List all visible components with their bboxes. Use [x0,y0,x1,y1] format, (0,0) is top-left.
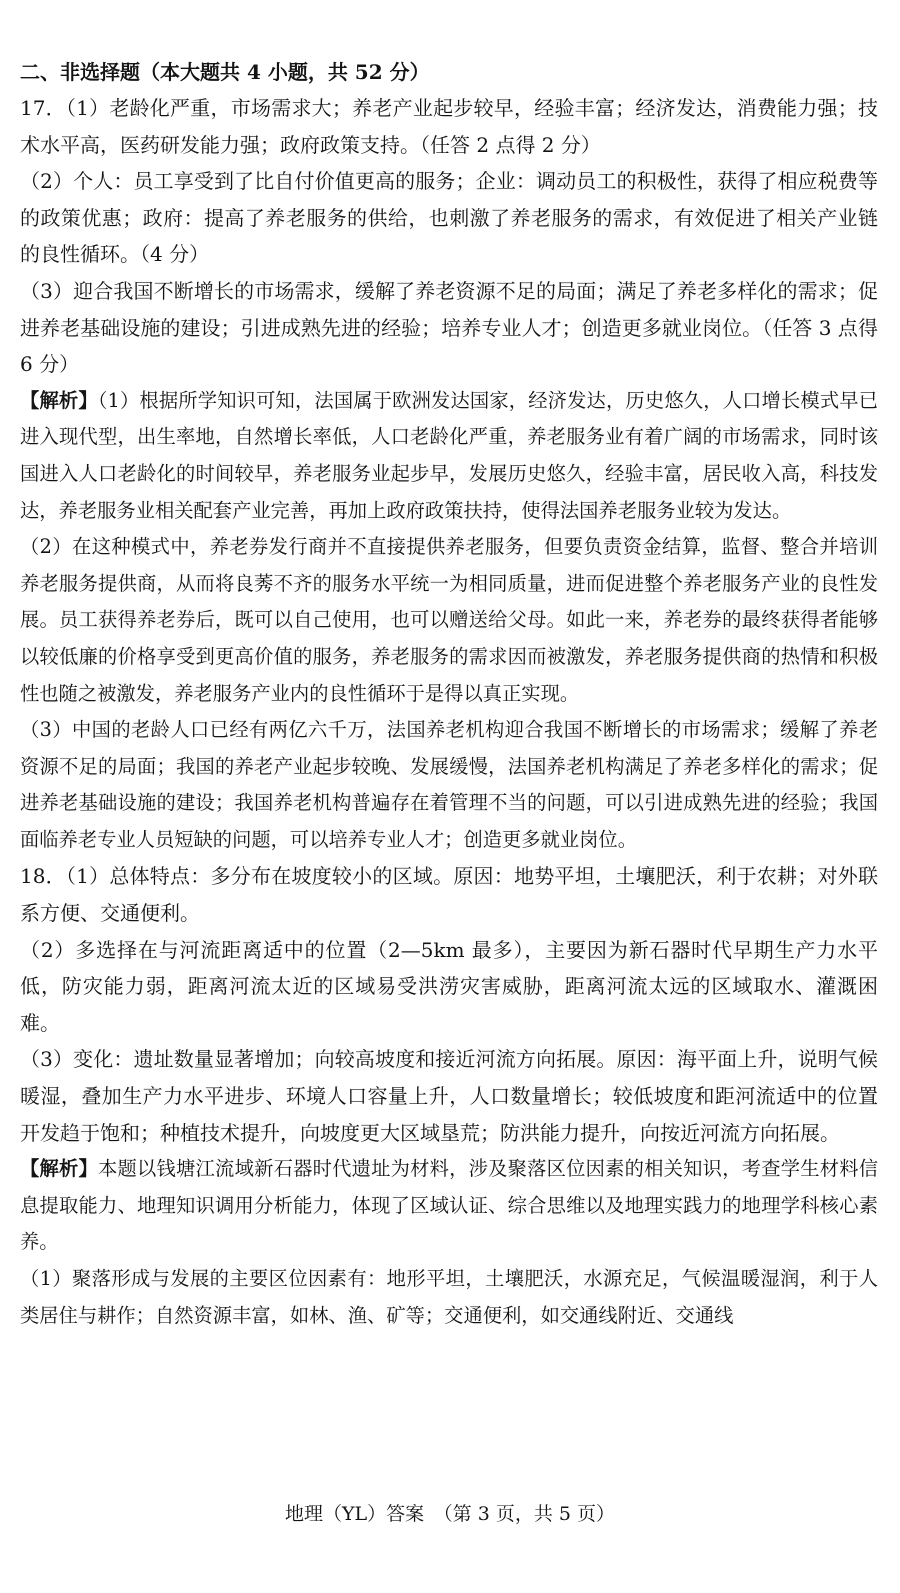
section-heading: 二、非选择题（本大题共 4 小题，共 52 分） [20,60,430,84]
q18-analysis-intro [20,1151,878,1261]
q17-answer-3: （3）迎合我国不断增长的市场需求，缓解了养老资源不足的局面；满足了养老多样化的需求；促进养老基础设施的建设；引进成熟先进的经验；培养专业人才；创造更多就业岗位。（任答 3 点得 6 分） [20,278,878,377]
q17-analysis-1-text: （1）根据所学知识可知，法国属于欧洲发达国家，经济发达，历史悠久，人口增长模式早已进入现代型，出生率地，自然增长率低，人口老龄化严重，养老服务业有着广阔的市场需求，同时该国进入人口老龄化的时间较早，养老服务业起步早，发展历史悠久，经验丰富，居民收入高，科技发达，养老服务业相关配套产业完善，再加上政府政策扶持，使得法国养老服务业较为发达。 [20,388,878,522]
q17-analysis-3: （3）中国的老龄人口已经有两亿六千万，法国养老机构迎合我国不断增长的市场需求；缓解了养老资源不足的局面；我国的养老产业起步较晚、发展缓慢，法国养老机构满足了养老多样化的需求；促进养老基础设施的建设；我国养老机构普遍存在着管理不当的问题，可以引进成熟先进的经验；我国面临养老专业人员短缺的问题，可以培养专业人才；创造更多就业岗位。 [20,718,878,851]
page-footer: 地理（YL）答案 （第 3 页，共 5 页） [285,1503,615,1525]
q17-analysis-1 [20,383,878,529]
q18-answer-3: （3）变化：遗址数量显著增加；向较高坡度和接近河流方向拓展。原因：海平面上升，说明气候暖湿，叠加生产力水平进步、环境人口容量上升，人口数量增长；较低坡度和距河流适中的位置开发趋于饱和；种植技术提升，向坡度更大区域垦荒；防洪能力提升，向按近河流方向拓展。 [20,1047,878,1145]
q17-answer-2: （2）个人：员工享受到了比自付价值更高的服务；企业：调动员工的积极性，获得了相应税费等的政策优惠；政府：提高了养老服务的供给，也刺激了养老服务的需求，有效促进了相关产业链的良性循环。（4 分） [20,169,878,267]
q18-answer-1: 18．（1）总体特点：多分布在坡度较小的区域。原因：地势平坦，土壤肥沃，利于农耕；对外联系方便、交通便利。 [20,864,878,926]
q18-analysis-intro-text: 本题以钱塘江流域新石器时代遗址为材料，涉及聚落区位因素的相关知识，考查学生材料信息提取能力、地理知识调用分析能力，体现了区域认证、综合思维以及地理实践力的地理学科核心素养。 [20,1157,879,1254]
analysis-label: 【解析】 [20,1157,99,1181]
analysis-label: 【解析】 [20,388,98,412]
q18-analysis-1: （1）聚落形成与发展的主要区位因素有：地形平坦，土壤肥沃，水源充足，气候温暖湿润，利于人类居住与耕作；自然资源丰富，如林、渔、矿等；交通便利，如交通线附近、交通线 [20,1267,878,1327]
q17-analysis-2: （2）在这种模式中，养老券发行商并不直接提供养老服务，但要负责资金结算，监督、整合并培训养老服务提供商，从而将良莠不齐的服务水平统一为相同质量，进而促进整个养老服务产业的良性发展。员工获得养老券后，既可以自己使用，也可以赠送给父母。如此一来，养老券的最终获得者能够以较低廉的价格享受到更高价值的服务，养老服务的需求因而被激发，养老服务提供商的热情和积极性也随之被激发，养老服务产业内的良性循环于是得以真正实现。 [20,535,878,705]
answer-content [20,54,878,1334]
q18-answer-2: （2）多选择在与河流距离适中的位置（2—5km 最多），主要因为新石器时代早期生产力水平低，防灾能力弱，距离河流太近的区域易受洪涝灾害威胁，距离河流太远的区域取水、灌溉困难。 [20,937,878,1035]
q17-answer-1: 17．（1）老龄化严重，市场需求大；养老产业起步较早，经验丰富；经济发达，消费能力强；技术水平高，医药研发能力强；政府政策支持。（任答 2 点得 2 分） [20,96,878,157]
